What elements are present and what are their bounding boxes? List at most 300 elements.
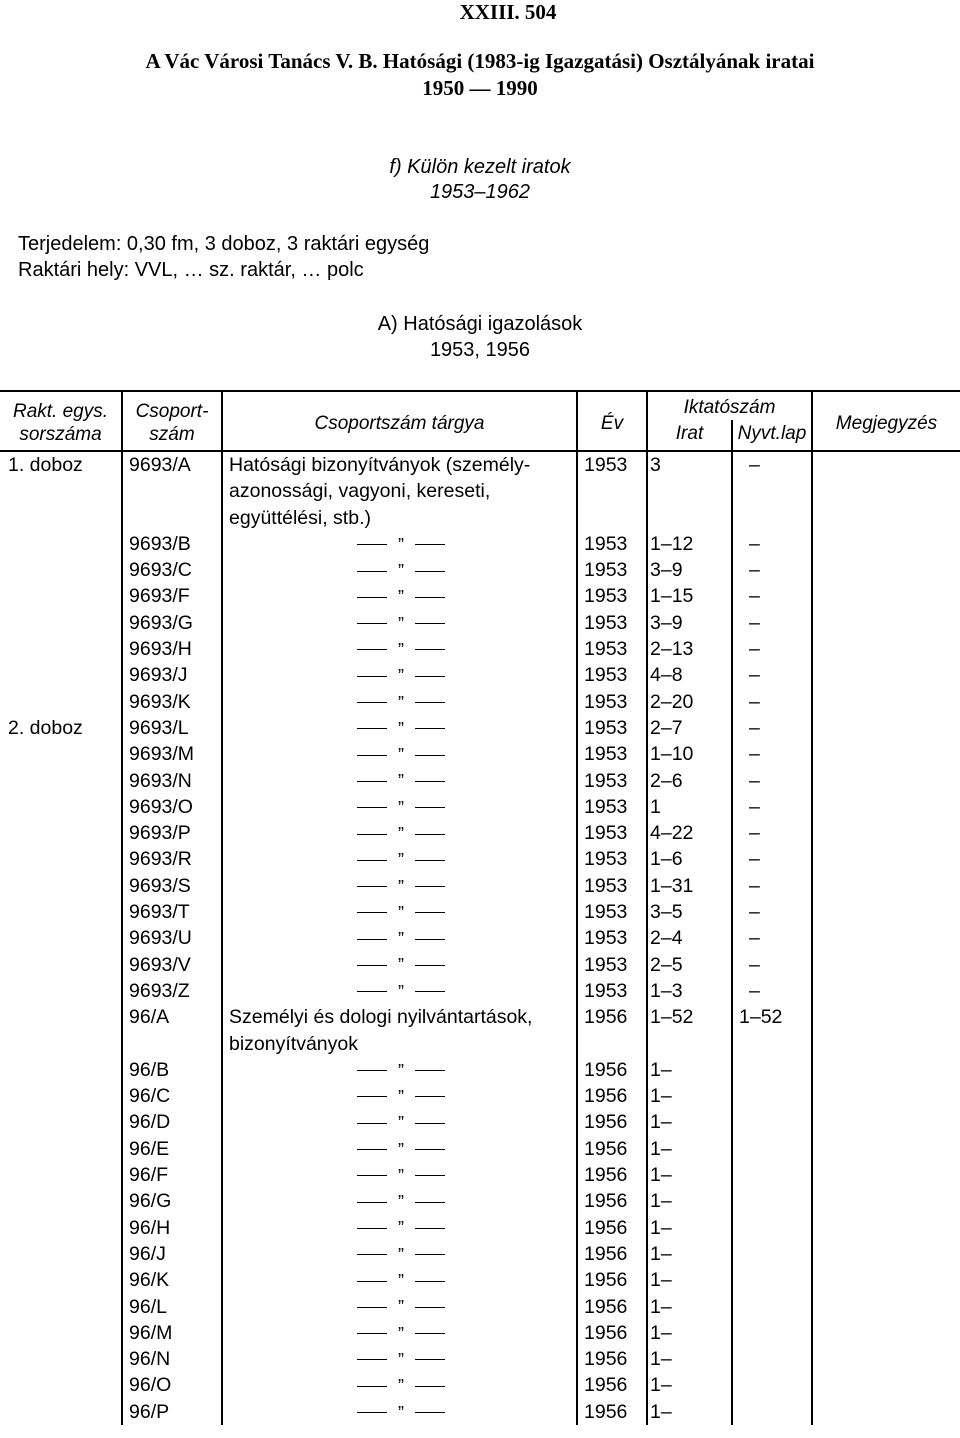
group-number-cell: 9693/J	[122, 662, 222, 688]
irat-cell: 1–	[647, 1346, 732, 1372]
table-row	[0, 610, 960, 636]
remark-cell	[812, 873, 960, 899]
group-number-cell: 96/D	[122, 1109, 222, 1135]
box-cell	[0, 1320, 122, 1346]
remark-cell	[812, 1372, 960, 1398]
ditto-mark: ”	[229, 899, 704, 925]
table-row	[0, 1267, 960, 1293]
table-row	[0, 899, 960, 925]
table-row	[0, 1136, 960, 1162]
subject-cell	[222, 846, 577, 872]
subject-cell	[222, 636, 577, 662]
table-row	[0, 794, 960, 820]
table-row	[0, 768, 960, 794]
year-cell: 1953	[577, 557, 647, 583]
irat-cell: 1–	[647, 1162, 732, 1188]
group-number-cell: 9693/A	[122, 451, 222, 531]
year-cell: 1953	[577, 952, 647, 978]
subject-cell	[222, 531, 577, 557]
remark-cell	[812, 899, 960, 925]
remark-cell	[812, 1136, 960, 1162]
ditto-mark: ”	[229, 1057, 704, 1083]
remark-cell	[812, 820, 960, 846]
table-row	[0, 531, 960, 557]
subject-cell	[222, 1188, 577, 1214]
nyvt-cell: –	[732, 846, 812, 872]
table-row	[0, 662, 960, 688]
year-cell: 1953	[577, 662, 647, 688]
subject-cell	[222, 1267, 577, 1293]
table-row	[0, 978, 960, 1004]
ditto-mark: ”	[229, 715, 704, 741]
table-row	[0, 1215, 960, 1241]
remark-cell	[812, 1109, 960, 1135]
nyvt-cell: 1–52	[732, 1004, 812, 1057]
year-cell: 1956	[577, 1399, 647, 1425]
subject-cell	[222, 794, 577, 820]
nyvt-cell	[732, 1136, 812, 1162]
irat-cell: 1–12	[647, 531, 732, 557]
remark-cell	[812, 1346, 960, 1372]
remark-cell	[812, 1294, 960, 1320]
location-line: Raktári hely: VVL, … sz. raktár, … polc	[18, 259, 364, 281]
ditto-mark: ”	[229, 1241, 704, 1267]
ditto-mark: ”	[229, 768, 704, 794]
year-cell: 1953	[577, 768, 647, 794]
remark-cell	[812, 715, 960, 741]
irat-cell: 2–5	[647, 952, 732, 978]
table-row	[0, 846, 960, 872]
subject-cell	[222, 583, 577, 609]
records-body	[0, 451, 960, 1425]
subject-cell	[222, 952, 577, 978]
group-number-cell: 9693/B	[122, 531, 222, 557]
year-cell: 1956	[577, 1057, 647, 1083]
box-cell	[0, 1241, 122, 1267]
group-number-cell: 96/F	[122, 1162, 222, 1188]
box-cell: 2. doboz	[8, 716, 83, 739]
year-cell: 1956	[577, 1372, 647, 1398]
box-cell	[0, 689, 122, 715]
box-cell	[0, 873, 122, 899]
table-row	[0, 451, 960, 531]
ditto-mark: ”	[229, 689, 704, 715]
nyvt-cell: –	[732, 636, 812, 662]
year-cell: 1953	[577, 741, 647, 767]
subject-cell: Hatósági bizonyítványok (személy-azonossági, vagyoni, kereseti, együttélési, stb.)	[222, 451, 577, 531]
year-cell: 1956	[577, 1109, 647, 1135]
irat-cell: 1–	[647, 1057, 732, 1083]
section-years: 1953–1962	[429, 181, 531, 203]
group-number-cell: 96/P	[122, 1399, 222, 1425]
box-cell	[0, 794, 122, 820]
ditto-mark: ”	[229, 1346, 704, 1372]
subject-cell	[222, 820, 577, 846]
group-number-cell: 96/C	[122, 1083, 222, 1109]
year-cell: 1953	[577, 451, 647, 531]
box-cell	[0, 899, 122, 925]
remark-cell	[812, 1320, 960, 1346]
box-cell	[0, 531, 122, 557]
group-number-cell: 9693/P	[122, 820, 222, 846]
box-cell	[0, 1372, 122, 1398]
remark-cell	[812, 978, 960, 1004]
ditto-mark: ”	[229, 662, 704, 688]
group-number-cell: 9693/S	[122, 873, 222, 899]
group-number-cell: 96/B	[122, 1057, 222, 1083]
box-cell	[0, 768, 122, 794]
remark-cell	[812, 583, 960, 609]
group-number-cell: 9693/Z	[122, 978, 222, 1004]
remark-cell	[812, 768, 960, 794]
table-row	[0, 1057, 960, 1083]
ditto-mark: ”	[229, 1399, 704, 1425]
subject-cell	[222, 1346, 577, 1372]
remark-cell	[812, 662, 960, 688]
subject-cell	[222, 741, 577, 767]
nyvt-cell: –	[732, 899, 812, 925]
irat-cell: 4–22	[647, 820, 732, 846]
box-cell	[0, 1399, 122, 1425]
year-cell: 1953	[577, 978, 647, 1004]
subject-cell	[222, 1241, 577, 1267]
nyvt-cell	[732, 1215, 812, 1241]
year-cell: 1953	[577, 583, 647, 609]
box-cell	[0, 978, 122, 1004]
group-number-cell: 9693/R	[122, 846, 222, 872]
ditto-mark: ”	[229, 846, 704, 872]
year-cell: 1953	[577, 531, 647, 557]
table-row	[0, 557, 960, 583]
subject-cell	[222, 662, 577, 688]
nyvt-cell: –	[732, 925, 812, 951]
nyvt-cell: –	[732, 610, 812, 636]
irat-cell: 4–8	[647, 662, 732, 688]
year-cell: 1953	[577, 715, 647, 741]
irat-cell: 1–	[647, 1083, 732, 1109]
ditto-mark: ”	[229, 1215, 704, 1241]
subject-cell: Személyi és dologi nyilvántartások, bizonyítványok	[222, 1004, 577, 1057]
header-iktatoszam: Iktatószám	[647, 391, 812, 420]
table-row	[0, 1188, 960, 1214]
box-cell	[0, 1083, 122, 1109]
group-number-cell: 9693/F	[122, 583, 222, 609]
nyvt-cell: –	[732, 689, 812, 715]
nyvt-cell: –	[732, 952, 812, 978]
year-cell: 1956	[577, 1241, 647, 1267]
box-cell	[0, 1346, 122, 1372]
ditto-mark: ”	[229, 583, 704, 609]
ditto-mark: ”	[229, 531, 704, 557]
nyvt-cell: –	[732, 978, 812, 1004]
table-row	[0, 952, 960, 978]
remark-cell	[812, 925, 960, 951]
remark-cell	[812, 1241, 960, 1267]
irat-cell: 3–9	[647, 610, 732, 636]
nyvt-cell: –	[732, 451, 812, 531]
remark-cell	[812, 636, 960, 662]
year-cell: 1956	[577, 1162, 647, 1188]
header-nyvt: Nyvt.lap	[732, 420, 812, 451]
group-number-cell: 9693/M	[122, 741, 222, 767]
remark-cell	[812, 1083, 960, 1109]
group-number-cell: 9693/H	[122, 636, 222, 662]
subject-cell	[222, 1320, 577, 1346]
year-cell: 1953	[577, 873, 647, 899]
table-row	[0, 1294, 960, 1320]
irat-cell: 1–	[647, 1109, 732, 1135]
subject-cell	[222, 1372, 577, 1398]
irat-cell: 3	[647, 451, 732, 531]
box-cell	[0, 925, 122, 951]
irat-cell: 1–52	[647, 1004, 732, 1057]
nyvt-cell	[732, 1083, 812, 1109]
irat-cell: 3–5	[647, 899, 732, 925]
irat-cell: 1–	[647, 1372, 732, 1398]
table-row	[0, 925, 960, 951]
remark-cell	[812, 610, 960, 636]
ditto-mark: ”	[229, 610, 704, 636]
document-years: 1950 — 1990	[422, 76, 538, 100]
group-number-cell: 96/O	[122, 1372, 222, 1398]
table-row	[0, 1399, 960, 1425]
year-cell: 1953	[577, 689, 647, 715]
header-csoportszam: Csoport- szám	[122, 391, 222, 451]
document-title: A Vác Városi Tanács V. B. Hatósági (1983-ig Igazgatási) Osztályának iratai	[145, 49, 815, 73]
ditto-mark: ”	[229, 557, 704, 583]
group-number-cell: 96/K	[122, 1267, 222, 1293]
irat-cell: 2–13	[647, 636, 732, 662]
box-cell	[0, 1162, 122, 1188]
nyvt-cell	[732, 1399, 812, 1425]
box-cell	[0, 1109, 122, 1135]
ditto-mark: ”	[229, 1083, 704, 1109]
ditto-mark: ”	[229, 1372, 704, 1398]
irat-cell: 2–20	[647, 689, 732, 715]
irat-cell: 1–31	[647, 873, 732, 899]
remark-cell	[812, 1215, 960, 1241]
year-cell: 1953	[577, 925, 647, 951]
header-year: Év	[577, 391, 647, 451]
irat-cell: 1	[647, 794, 732, 820]
subject-cell	[222, 768, 577, 794]
ditto-mark: ”	[229, 636, 704, 662]
nyvt-cell: –	[732, 768, 812, 794]
group-number-cell: 96/J	[122, 1241, 222, 1267]
box-cell	[0, 1215, 122, 1241]
box-cell	[0, 1188, 122, 1214]
nyvt-cell: –	[732, 583, 812, 609]
box-cell	[0, 1136, 122, 1162]
subject-cell	[222, 899, 577, 925]
subject-cell	[222, 978, 577, 1004]
year-cell: 1953	[577, 636, 647, 662]
group-number-cell: 96/E	[122, 1136, 222, 1162]
box-cell	[0, 741, 122, 767]
box-cell	[0, 820, 122, 846]
group-number-cell: 9693/V	[122, 952, 222, 978]
group-number-cell: 9693/C	[122, 557, 222, 583]
ditto-mark: ”	[229, 1109, 704, 1135]
ditto-mark: ”	[229, 925, 704, 951]
nyvt-cell	[732, 1162, 812, 1188]
subject-cell	[222, 1215, 577, 1241]
ditto-mark: ”	[229, 820, 704, 846]
table-row	[0, 1320, 960, 1346]
remark-cell	[812, 846, 960, 872]
irat-cell: 1–	[647, 1241, 732, 1267]
remark-cell	[812, 1399, 960, 1425]
subsection-title: A) Hatósági igazolások	[377, 313, 583, 335]
ditto-mark: ”	[229, 1162, 704, 1188]
extent-line: Terjedelem: 0,30 fm, 3 doboz, 3 raktári egység	[18, 233, 430, 255]
ditto-mark: ”	[229, 952, 704, 978]
year-cell: 1956	[577, 1320, 647, 1346]
year-cell: 1953	[577, 820, 647, 846]
table-row	[0, 1162, 960, 1188]
box-cell	[0, 1057, 122, 1083]
subject-cell	[222, 873, 577, 899]
group-number-cell: 96/L	[122, 1294, 222, 1320]
irat-cell: 2–7	[647, 715, 732, 741]
group-number-cell: 9693/O	[122, 794, 222, 820]
nyvt-cell: –	[732, 715, 812, 741]
nyvt-cell: –	[732, 531, 812, 557]
box-cell	[0, 662, 122, 688]
ditto-mark: ”	[229, 741, 704, 767]
remark-cell	[812, 952, 960, 978]
irat-cell: 2–6	[647, 768, 732, 794]
group-number-cell: 9693/G	[122, 610, 222, 636]
subject-cell	[222, 715, 577, 741]
header-subject: Csoportszám tárgya	[222, 391, 577, 451]
box-cell	[0, 636, 122, 662]
irat-cell: 1–	[647, 1320, 732, 1346]
table-row	[0, 1109, 960, 1135]
box-cell	[0, 557, 122, 583]
table-row	[0, 715, 960, 741]
nyvt-cell	[732, 1294, 812, 1320]
header-megjegyzes: Megjegyzés	[812, 391, 960, 451]
subject-cell	[222, 1109, 577, 1135]
subsection-years: 1953, 1956	[429, 339, 531, 361]
irat-cell: 1–	[647, 1215, 732, 1241]
irat-cell: 1–	[647, 1294, 732, 1320]
nyvt-cell: –	[732, 662, 812, 688]
nyvt-cell	[732, 1346, 812, 1372]
subject-cell	[222, 1083, 577, 1109]
remark-cell	[812, 1057, 960, 1083]
nyvt-cell	[732, 1267, 812, 1293]
subject-cell	[222, 610, 577, 636]
document-number: XXIII. 504	[459, 0, 557, 24]
remark-cell	[812, 531, 960, 557]
year-cell: 1956	[577, 1136, 647, 1162]
ditto-mark: ”	[229, 1294, 704, 1320]
year-cell: 1956	[577, 1188, 647, 1214]
nyvt-cell	[732, 1320, 812, 1346]
group-number-cell: 9693/T	[122, 899, 222, 925]
section-title: f) Külön kezelt iratok	[389, 156, 571, 178]
group-number-cell: 96/N	[122, 1346, 222, 1372]
header-irat: Irat	[647, 420, 732, 451]
table-row	[0, 873, 960, 899]
nyvt-cell: –	[732, 873, 812, 899]
table-row	[0, 1004, 960, 1057]
remark-cell	[812, 689, 960, 715]
box-cell	[0, 846, 122, 872]
nyvt-cell: –	[732, 820, 812, 846]
nyvt-cell	[732, 1372, 812, 1398]
subject-cell	[222, 1399, 577, 1425]
box-cell	[0, 583, 122, 609]
irat-cell: 3–9	[647, 557, 732, 583]
remark-cell	[812, 1188, 960, 1214]
ditto-mark: ”	[229, 1136, 704, 1162]
subject-cell	[222, 1162, 577, 1188]
irat-cell: 1–10	[647, 741, 732, 767]
remark-cell	[812, 1267, 960, 1293]
irat-cell: 1–	[647, 1188, 732, 1214]
year-cell: 1953	[577, 794, 647, 820]
year-cell: 1956	[577, 1294, 647, 1320]
year-cell: 1953	[577, 899, 647, 925]
subject-cell	[222, 557, 577, 583]
nyvt-cell: –	[732, 794, 812, 820]
remark-cell	[812, 557, 960, 583]
irat-cell: 2–4	[647, 925, 732, 951]
table-row	[0, 636, 960, 662]
ditto-mark: ”	[229, 794, 704, 820]
year-cell: 1956	[577, 1346, 647, 1372]
ditto-mark: ”	[229, 873, 704, 899]
irat-cell: 1–	[647, 1267, 732, 1293]
box-cell: 1. doboz	[8, 454, 83, 476]
table-row	[0, 1346, 960, 1372]
year-cell: 1956	[577, 1004, 647, 1057]
nyvt-cell	[732, 1188, 812, 1214]
ditto-mark: ”	[229, 1267, 704, 1293]
records-table	[0, 390, 960, 1425]
table-row	[0, 1083, 960, 1109]
nyvt-cell	[732, 1109, 812, 1135]
box-cell	[0, 1267, 122, 1293]
subject-cell	[222, 925, 577, 951]
nyvt-cell	[732, 1241, 812, 1267]
table-row	[0, 689, 960, 715]
table-row	[0, 1372, 960, 1398]
year-cell: 1956	[577, 1215, 647, 1241]
table-row	[0, 1241, 960, 1267]
ditto-mark: ”	[229, 1320, 704, 1346]
box-cell	[0, 610, 122, 636]
nyvt-cell	[732, 1057, 812, 1083]
year-cell: 1956	[577, 1267, 647, 1293]
group-number-cell: 96/A	[122, 1004, 222, 1057]
irat-cell: 1–6	[647, 846, 732, 872]
remark-cell	[812, 794, 960, 820]
nyvt-cell: –	[732, 741, 812, 767]
subject-cell	[222, 1057, 577, 1083]
remark-cell	[812, 741, 960, 767]
remark-cell	[812, 1162, 960, 1188]
ditto-mark: ”	[229, 1188, 704, 1214]
group-number-cell: 9693/U	[122, 925, 222, 951]
group-number-cell: 96/M	[122, 1320, 222, 1346]
year-cell: 1953	[577, 846, 647, 872]
remark-cell	[812, 451, 960, 531]
box-cell	[0, 1294, 122, 1320]
